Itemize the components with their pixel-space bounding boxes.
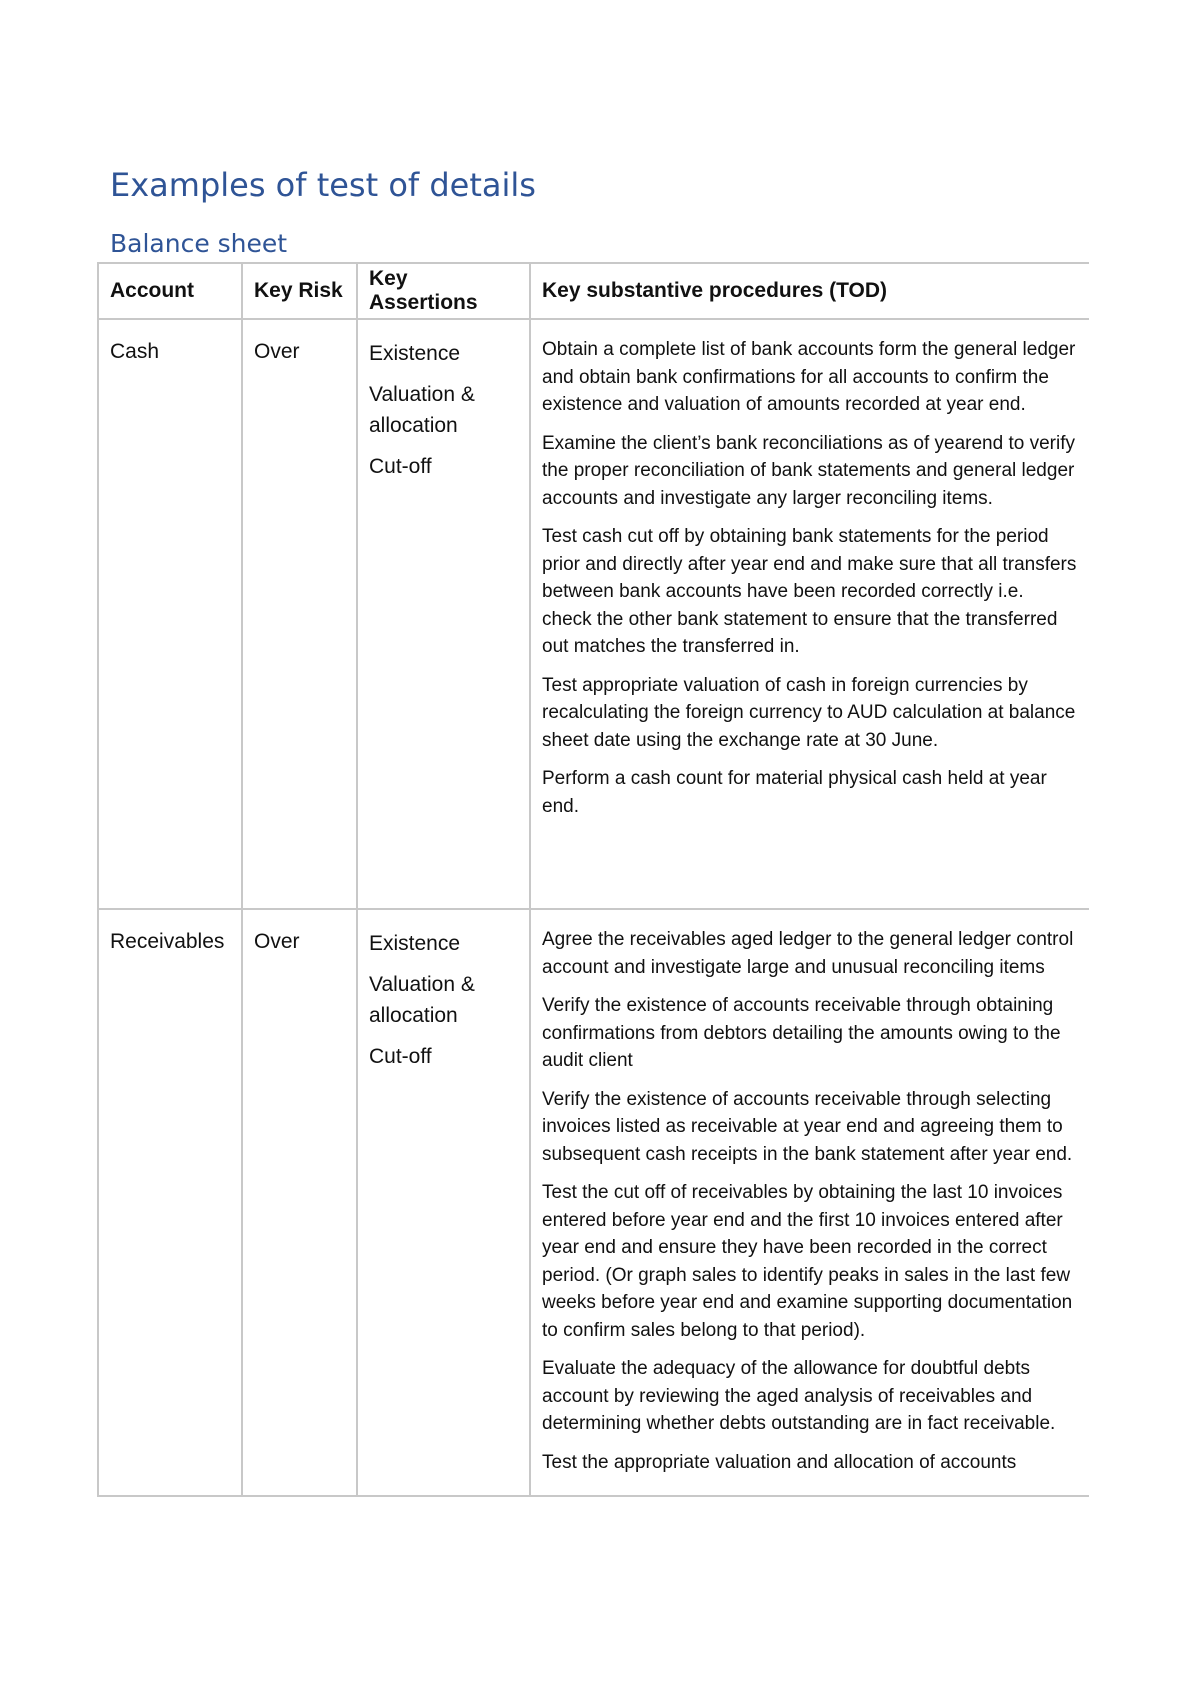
procedure-item: Agree the receivables aged ledger to the general ledger control account and investigate large and unusual reconciling items — [542, 929, 1074, 978]
column-header-key-risk: Key Risk — [242, 263, 357, 319]
assertion-item: Cut-off — [369, 455, 432, 478]
column-header-key-assertions: Key Assertions — [357, 263, 530, 319]
procedure-item: Perform a cash count for material physical cash held at year end. — [542, 768, 1047, 817]
procedure-item: Obtain a complete list of bank accounts form the general ledger and obtain bank confirmations for all accounts to confirm the existence and valuation of amounts recorded at year end. — [542, 339, 1076, 415]
assertions-cell — [357, 319, 530, 909]
assertion-item: Valuation & allocation — [369, 383, 475, 437]
assertion-item: Existence — [369, 932, 461, 955]
procedure-item: Verify the existence of accounts receivable through selecting invoices listed as receivable at year end and agreeing them to subsequent cash receipts in the bank statement after year end. — [542, 1088, 1073, 1165]
procedure-item: Test the appropriate valuation and allocation of accounts — [542, 1451, 1017, 1473]
procedure-item: Test appropriate valuation of cash in foreign currencies by recalculating the foreign currency to AUD calculation at balance sheet date using the exchange rate at 30 June. — [542, 674, 1076, 751]
procedure-item: Evaluate the adequacy of the allowance for doubtful debts account by reviewing the aged analysis of receivables and determining whether debts outstanding are in fact receivable. — [542, 1358, 1056, 1434]
assertion-item: Existence — [369, 342, 461, 365]
procedure-item: Test the cut off of receivables by obtaining the last 10 invoices entered before year end and the first 10 invoices entered after year end and ensure they have been recorded in the correct period. (Or graph sales to identify peaks in sales in the last few weeks before year end and examine supporting documentation to confirm sales belong to that period). — [542, 1182, 1073, 1341]
assertions-cell — [357, 909, 530, 1496]
section-heading: Balance sheet — [110, 229, 288, 258]
assertion-item: Valuation & allocation — [369, 973, 475, 1027]
procedure-item: Test cash cut off by obtaining bank statements for the period prior and directly after year end and make sure that all transfers between bank accounts have been recorded correctly i.e. check the other bank statement to ensure that the transferred out matches the transferred in. — [542, 526, 1077, 657]
procedure-item: Verify the existence of accounts receivable through obtaining confirmations from debtors detailing the amounts owing to the audit client — [542, 995, 1061, 1071]
table-container — [97, 262, 1089, 1558]
column-header-account: Account — [98, 263, 242, 319]
risk-cell: Over — [242, 909, 357, 1496]
account-cell: Receivables — [98, 909, 242, 1496]
account-cell: Cash — [98, 319, 242, 909]
page-title: Examples of test of details — [110, 166, 536, 204]
procedure-item: Examine the client’s bank reconciliations as of yearend to verify the proper reconciliation of bank statements and general ledger accounts and investigate any larger reconciling items. — [542, 432, 1075, 509]
column-header-procedures: Key substantive procedures (TOD) — [530, 263, 1089, 319]
procedures-cell — [530, 909, 1089, 1496]
table-header-row — [98, 263, 1089, 319]
risk-cell: Over — [242, 319, 357, 909]
assertion-item: Cut-off — [369, 1045, 432, 1068]
procedures-cell — [530, 319, 1089, 909]
test-of-details-table — [97, 262, 1089, 1497]
table-row — [98, 319, 1089, 909]
table-row — [98, 909, 1089, 1496]
